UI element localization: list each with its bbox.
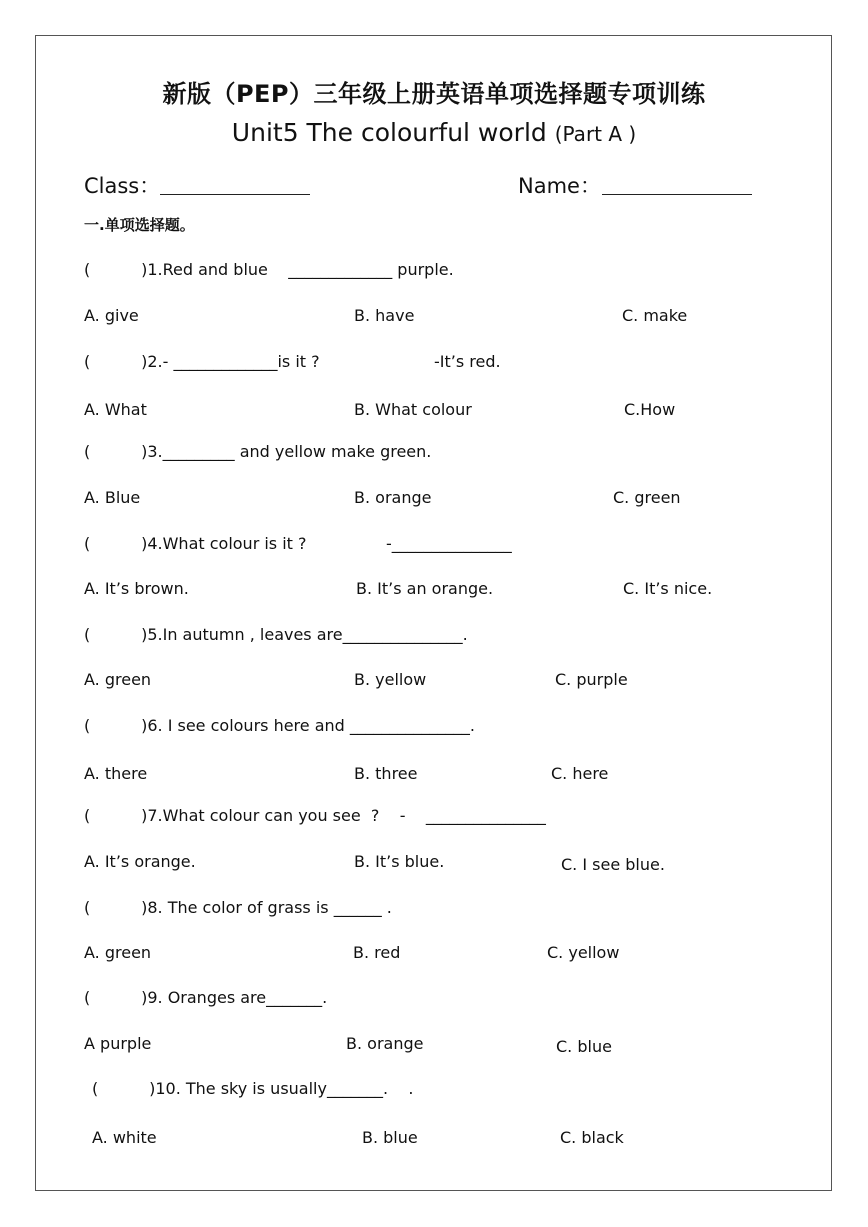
question-9: ( )9. Oranges are_______. bbox=[84, 988, 328, 1007]
q1-option-a[interactable]: A. give bbox=[84, 306, 139, 325]
q6-option-b[interactable]: B. three bbox=[354, 764, 418, 783]
page-border bbox=[35, 35, 832, 1191]
name-label: Name： bbox=[518, 174, 601, 198]
question-1: ( )1.Red and blue _____________ purple. bbox=[84, 260, 454, 279]
q2-option-c[interactable]: C.How bbox=[624, 400, 676, 419]
question-4: ( )4.What colour is it ? bbox=[84, 534, 307, 553]
q10-option-b[interactable]: B. blue bbox=[362, 1128, 418, 1147]
q4-option-c[interactable]: C. It’s nice. bbox=[623, 579, 713, 598]
q10-option-a[interactable]: A. white bbox=[92, 1128, 157, 1147]
q10-option-c[interactable]: C. black bbox=[560, 1128, 624, 1147]
q2-option-b[interactable]: B. What colour bbox=[354, 400, 472, 419]
subtitle-part: (Part A ) bbox=[554, 122, 637, 146]
q5-option-a[interactable]: A. green bbox=[84, 670, 152, 689]
q9-option-a[interactable]: A purple bbox=[84, 1034, 152, 1053]
q7-option-a[interactable]: A. It’s orange. bbox=[84, 852, 196, 871]
q8-option-c[interactable]: C. yellow bbox=[547, 943, 620, 962]
question-6: ( )6. I see colours here and _______________. bbox=[84, 716, 475, 735]
q7-option-c[interactable]: C. I see blue. bbox=[561, 855, 665, 874]
page-title: 新版（PEP）三年级上册英语单项选择题专项训练 bbox=[162, 80, 706, 108]
q4-option-b[interactable]: B. It’s an orange. bbox=[356, 579, 494, 598]
q3-option-a[interactable]: A. Blue bbox=[84, 488, 141, 507]
q6-option-c[interactable]: C. here bbox=[551, 764, 609, 783]
q8-option-b[interactable]: B. red bbox=[353, 943, 401, 962]
question-2-answer: -It’s red. bbox=[434, 352, 501, 371]
q4-option-a[interactable]: A. It’s brown. bbox=[84, 579, 189, 598]
question-8: ( )8. The color of grass is ______ . bbox=[84, 898, 392, 917]
page-subtitle bbox=[0, 118, 868, 147]
q9-option-b[interactable]: B. orange bbox=[346, 1034, 424, 1053]
q1-option-b[interactable]: B. have bbox=[354, 306, 415, 325]
subtitle-main: Unit5 The colourful world bbox=[231, 118, 547, 147]
question-2: ( )2.- _____________is it ? bbox=[84, 352, 320, 371]
q6-option-a[interactable]: A. there bbox=[84, 764, 148, 783]
question-10: ( )10. The sky is usually_______. . bbox=[92, 1079, 414, 1098]
class-label: Class： bbox=[84, 174, 161, 198]
q3-option-b[interactable]: B. orange bbox=[354, 488, 432, 507]
q5-option-b[interactable]: B. yellow bbox=[354, 670, 427, 689]
q2-option-a[interactable]: A. What bbox=[84, 400, 147, 419]
q5-option-c[interactable]: C. purple bbox=[555, 670, 628, 689]
class-blank[interactable] bbox=[160, 194, 310, 195]
q7-option-b[interactable]: B. It’s blue. bbox=[354, 852, 445, 871]
name-blank[interactable] bbox=[602, 194, 752, 195]
section-title: 一.单项选择题。 bbox=[84, 216, 195, 234]
question-7: ( )7.What colour can you see ? - _______________ bbox=[84, 806, 546, 825]
q1-option-c[interactable]: C. make bbox=[622, 306, 688, 325]
question-5: ( )5.In autumn , leaves are_______________. bbox=[84, 625, 468, 644]
q8-option-a[interactable]: A. green bbox=[84, 943, 152, 962]
question-3: ( )3._________ and yellow make green. bbox=[84, 442, 432, 461]
q3-option-c[interactable]: C. green bbox=[613, 488, 681, 507]
q9-option-c[interactable]: C. blue bbox=[556, 1037, 612, 1056]
question-4-answer: -_______________ bbox=[386, 534, 512, 553]
